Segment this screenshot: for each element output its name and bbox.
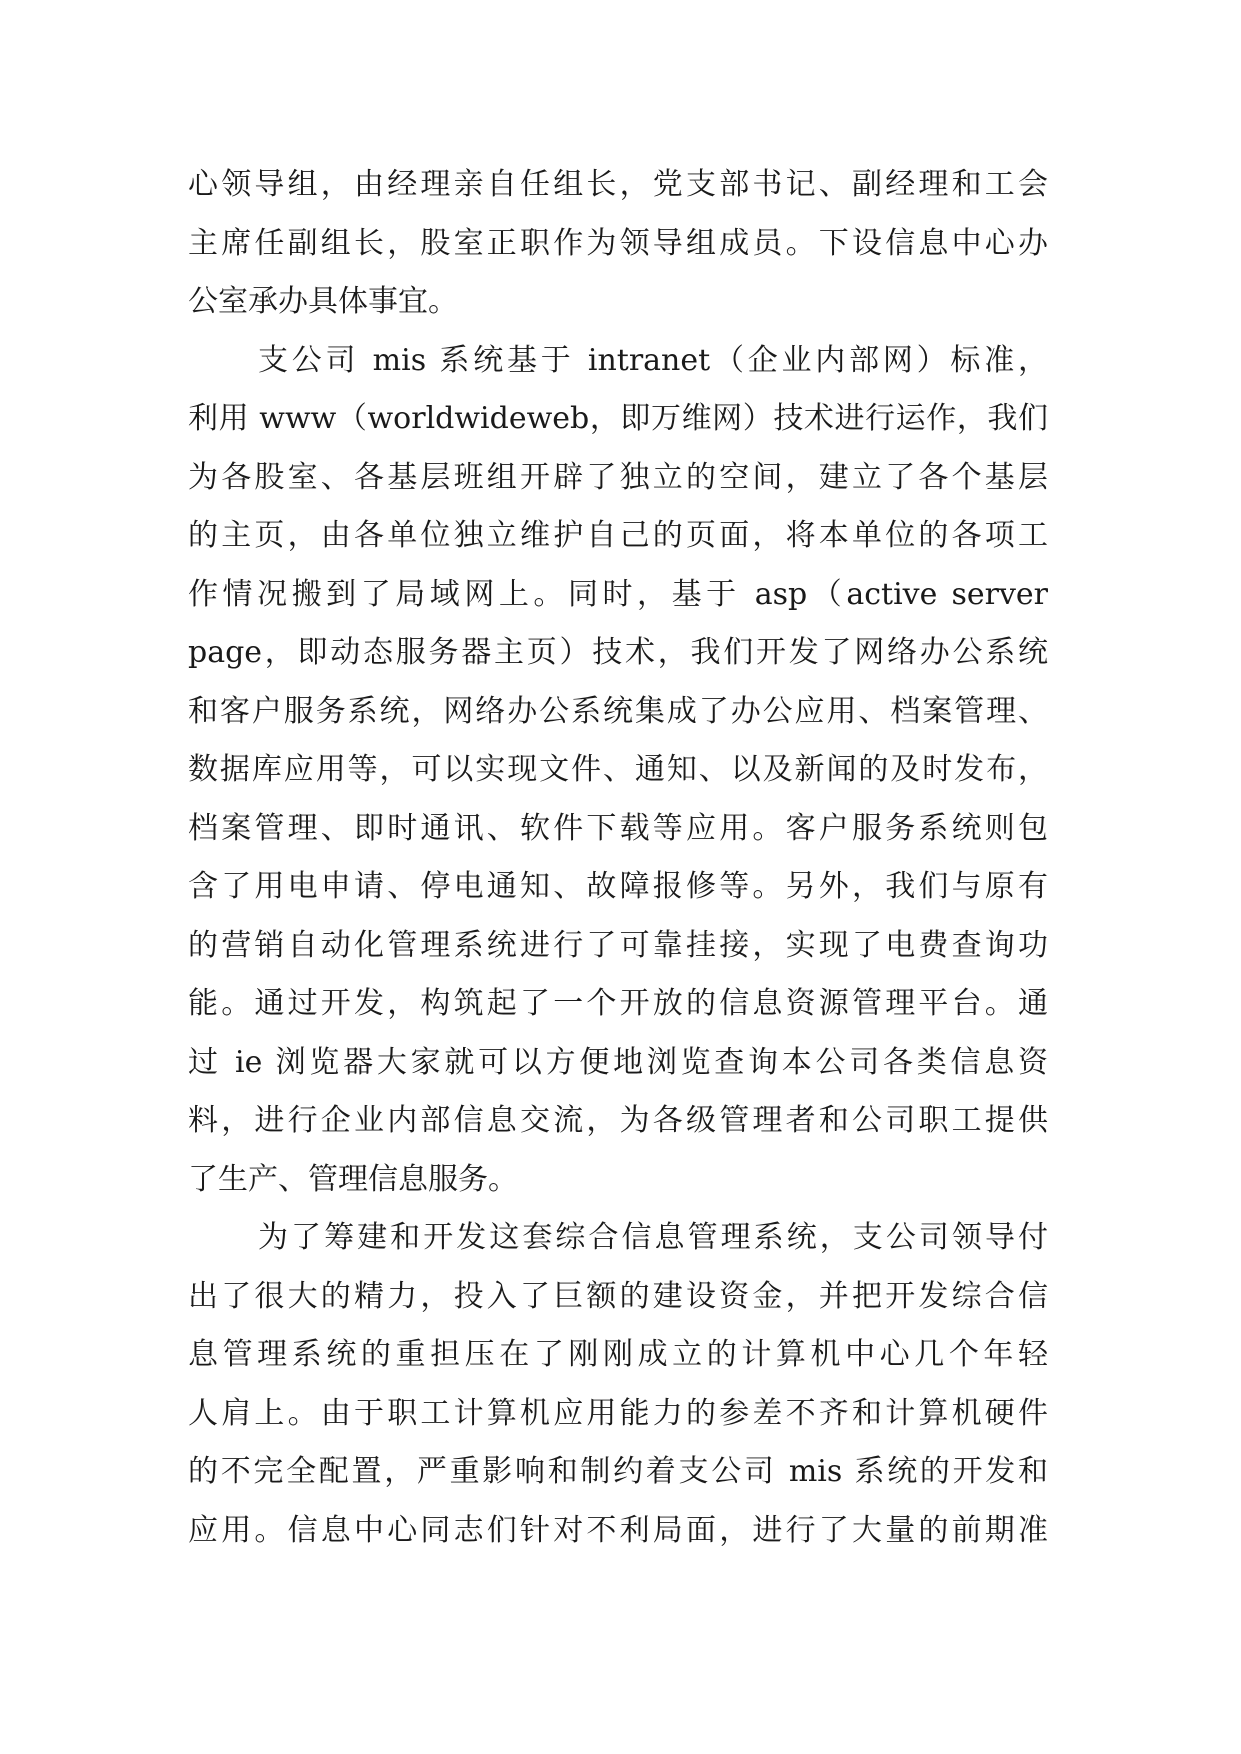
text-line: 公室承办具体事宜。 xyxy=(188,284,458,319)
text-line: 为了筹建和开发这套综合信息管理系统，支公司领导付 xyxy=(258,1220,1048,1255)
text-line: 含了用电申请、停电通知、故障报修等。另外，我们与原有 xyxy=(188,869,1048,904)
text-line: 主席任副组长，股室正职作为领导组成员。下设信息中心办 xyxy=(188,225,1048,261)
text-line: 作情况搬到了局域网上。同时，基于 asp（active server xyxy=(188,576,1048,612)
text-line: 能。通过开发，构筑起了一个开放的信息资源管理平台。通 xyxy=(188,986,1048,1021)
text-line: 心领导组，由经理亲自任组长，党支部书记、副经理和工会 xyxy=(188,167,1048,202)
text-line: 支公司 mis 系统基于 intranet（企业内部网）标准， xyxy=(258,342,1048,378)
text-line: 的营销自动化管理系统进行了可靠挂接，实现了电费查询功 xyxy=(188,927,1048,963)
text-line: 息管理系统的重担压在了刚刚成立的计算机中心几个年轻 xyxy=(188,1337,1048,1372)
text-line: 利用 www（worldwideweb，即万维网）技术进行运作，我们 xyxy=(188,401,1048,436)
text-line: 的不完全配置，严重影响和制约着支公司 mis 系统的开发和 xyxy=(188,1454,1048,1489)
text-line: 过 ie 浏览器大家就可以方便地浏览查询本公司各类信息资 xyxy=(188,1044,1048,1080)
text-line: 料，进行企业内部信息交流，为各级管理者和公司职工提供 xyxy=(188,1103,1048,1138)
text-line: 了生产、管理信息服务。 xyxy=(188,1161,518,1197)
paragraph-2 xyxy=(188,332,1048,1210)
text-line: 出了很大的精力，投入了巨额的建设资金，并把开发综合信 xyxy=(188,1278,1048,1314)
paragraph-3 xyxy=(188,1209,1048,1560)
text-line: 人肩上。由于职工计算机应用能力的参差不齐和计算机硬件 xyxy=(188,1395,1048,1431)
document-body xyxy=(188,156,1048,1560)
text-line: 数据库应用等，可以实现文件、通知、以及新闻的及时发布， xyxy=(188,752,1048,787)
text-line: 的主页，由各单位独立维护自己的页面，将本单位的各项工 xyxy=(188,518,1048,553)
text-line: 档案管理、即时通讯、软件下载等应用。客户服务系统则包 xyxy=(188,810,1048,846)
paragraph-1 xyxy=(188,156,1048,332)
text-line: page，即动态服务器主页）技术，我们开发了网络办公系统 xyxy=(188,635,1048,670)
text-line: 和客户服务系统，网络办公系统集成了办公应用、档案管理、 xyxy=(188,693,1048,729)
text-line: 应用。信息中心同志们针对不利局面，进行了大量的前期准 xyxy=(188,1512,1048,1548)
text-line: 为各股室、各基层班组开辟了独立的空间，建立了各个基层 xyxy=(188,459,1048,495)
